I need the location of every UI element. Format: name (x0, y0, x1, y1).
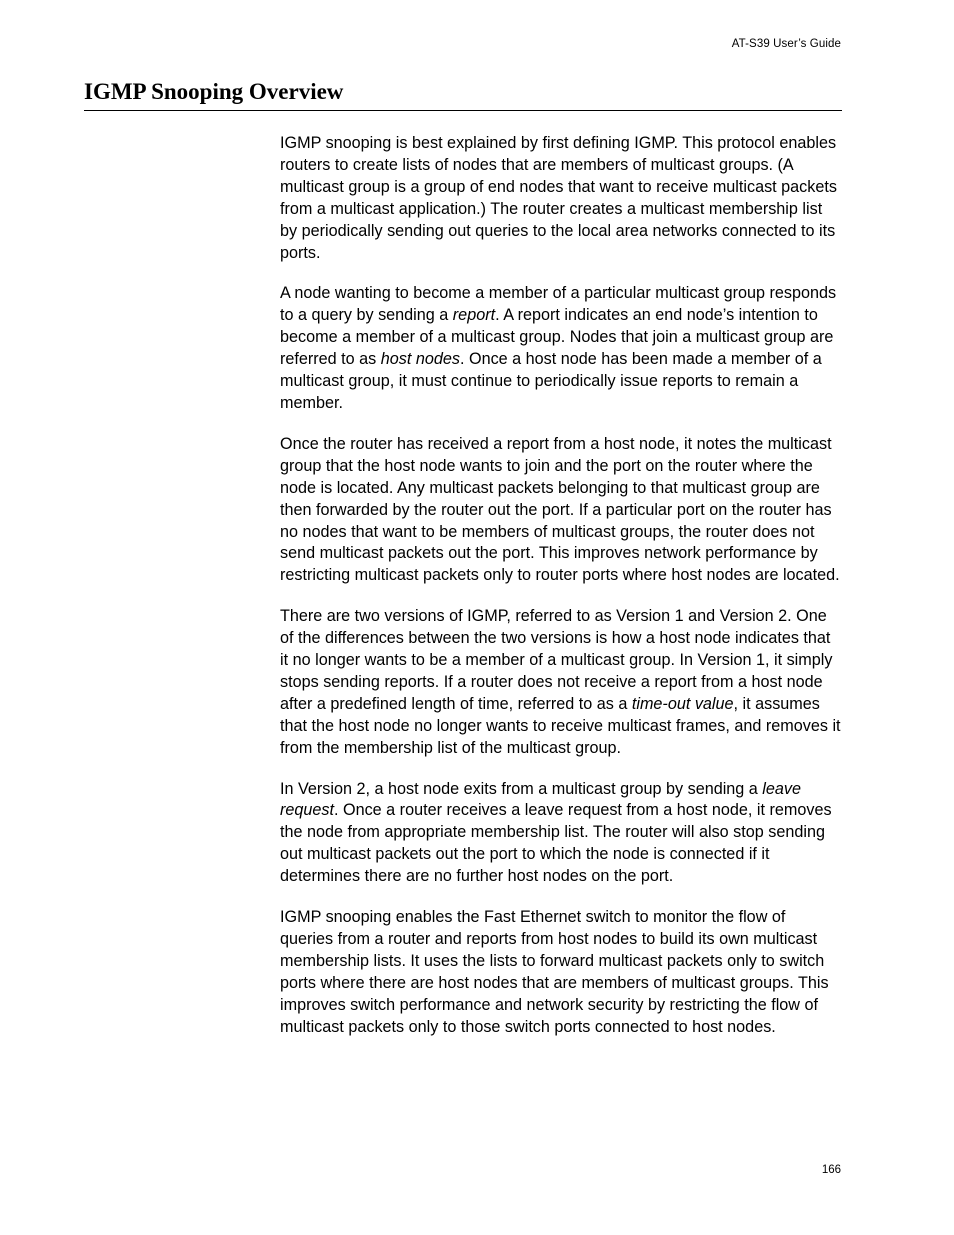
text-run: There are two versions of IGMP, referred to as Version 1 and Version 2. One of the differences between the two versions is how a host node indicates that it no longer wants to be a member of a multicast group. In Version 1, it simply stops sending reports. If a router does not receive a report from a host node after a predefined length of time, referred to as a (280, 607, 833, 713)
emphasized-term: time-out value (631, 694, 734, 713)
title-rule (84, 110, 842, 111)
paragraph (280, 133, 842, 264)
text-run: . Once a host node has been made a member of a multicast group, it must continue to periodically issue reports to remain a member. (280, 350, 822, 412)
emphasized-term: host nodes (380, 350, 460, 369)
emphasized-term: leave request (280, 779, 801, 820)
text-run: IGMP snooping enables the Fast Ethernet switch to monitor the flow of queries from a router and reports from host nodes to build its own multicast membership lists. It uses the lists to forward multicast packets only to switch ports where there are host nodes that are members of multicast groups. This improves switch performance and network security by restricting the flow of multicast packets only to those switch ports connected to host nodes. (280, 908, 829, 1036)
paragraph (280, 779, 842, 889)
paragraph (280, 283, 842, 414)
emphasized-term: report (452, 306, 496, 325)
page-number: 166 (821, 1164, 841, 1176)
body-text (280, 133, 842, 1058)
paragraph (280, 606, 842, 759)
paragraph (280, 907, 842, 1038)
text-run: Once the router has received a report from a host node, it notes the multicast group that the host node wants to join and the port on the router where the node is located. Any multicast packets belonging to that multicast group are then forwarded by the router out the port. If a particular port on the router has no nodes that want to be members of multicast groups, the router does not send multicast packets out the port. This improves network performance by restricting multicast packets only to router ports where host nodes are located. (280, 434, 840, 585)
paragraph (280, 434, 842, 587)
text-run: A node wanting to become a member of a particular multicast group responds to a query by sending a (280, 284, 837, 325)
section-title: IGMP Snooping Overview (84, 79, 344, 104)
text-run: , it assumes that the host node no longer wants to receive multicast frames, and removes it from the membership list of the multicast group. (280, 694, 841, 757)
text-run: IGMP snooping is best explained by first defining IGMP. This protocol enables routers to create lists of nodes that are members of multicast groups. (A multicast group is a group of end nodes that want to receive multicast packets from a multicast application.) The router creates a multicast membership list by periodically sending out queries to the local area networks connected to its ports. (280, 134, 837, 262)
text-run: . A report indicates an end node’s intention to become a member of a multicast group. Nodes that join a multicast group are referred to as (280, 306, 834, 369)
running-header: AT-S39 User’s Guide (731, 38, 841, 50)
text-run: In Version 2, a host node exits from a multicast group by sending a (280, 779, 763, 798)
text-run: . Once a router receives a leave request from a host node, it removes the node from appropriate membership list. The router will also stop sending out multicast packets out the port to which the node is connected if it determines there are no further host nodes on the port. (280, 801, 832, 886)
